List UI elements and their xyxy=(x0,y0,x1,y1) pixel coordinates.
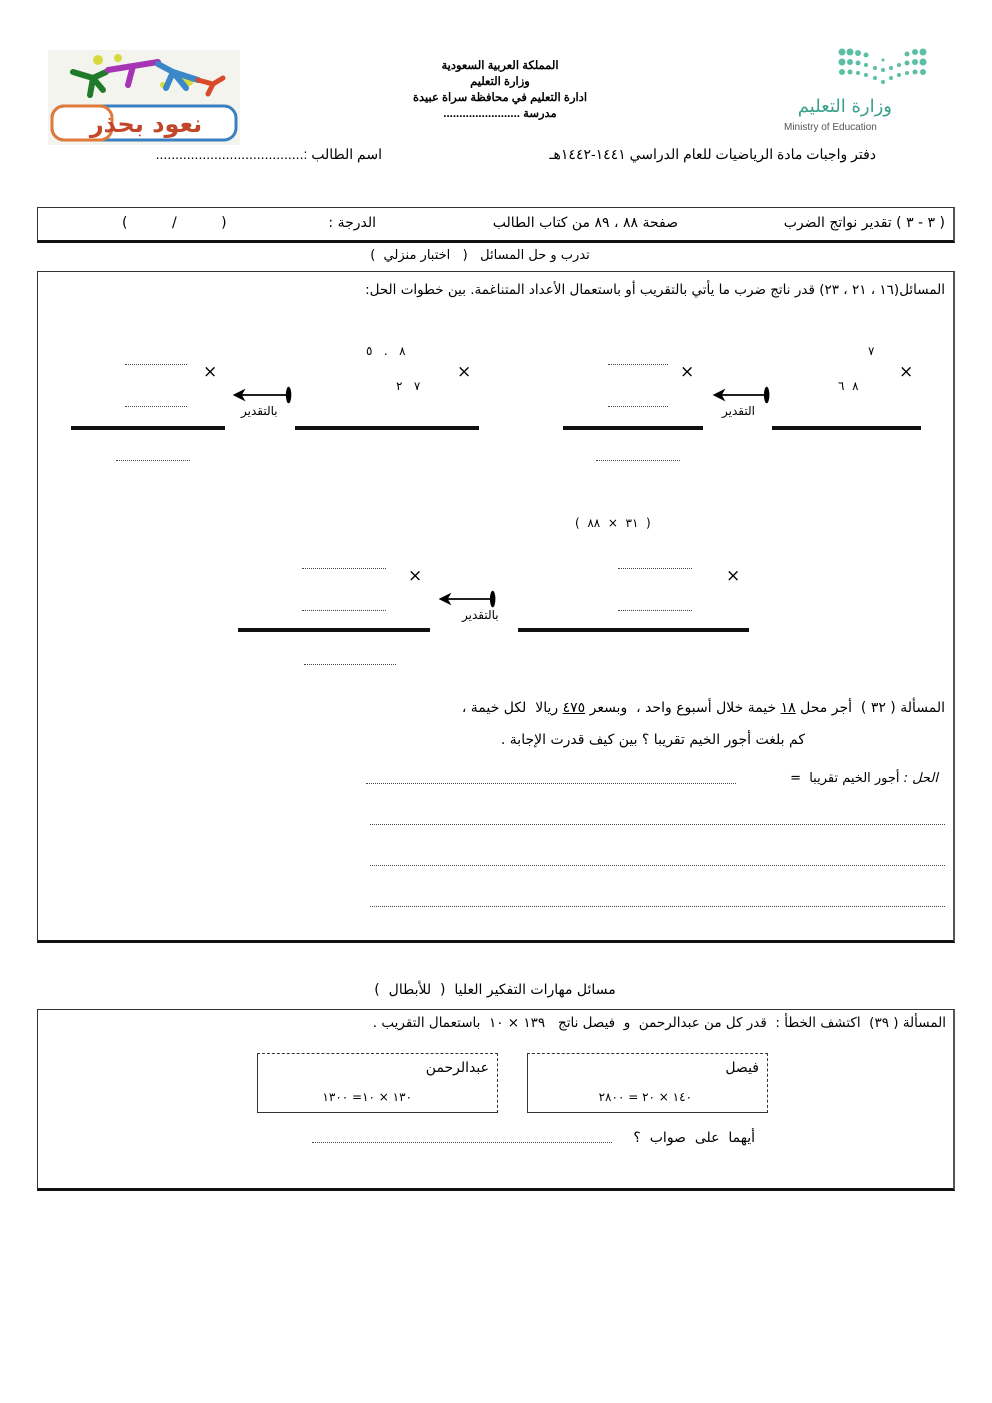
p2-est-answer-blank[interactable] xyxy=(116,460,190,461)
p3-est-multiply-sign: × xyxy=(408,566,423,586)
p2-est-factor2-blank[interactable] xyxy=(125,406,187,407)
p3-est-factor2-blank[interactable] xyxy=(302,610,386,611)
problem-39-question: أيهما على صواب ؟ xyxy=(633,1130,755,1146)
lesson-title: ( ٣ - ٣ ) تقدير نواتج الضرب xyxy=(783,215,945,231)
p3-multiply-sign: × xyxy=(726,566,741,586)
p1-est-factor2-blank[interactable] xyxy=(608,406,668,407)
problem-39-answer-blank[interactable] xyxy=(312,1142,612,1143)
solution-text: أجور الخيم تقريبا = xyxy=(790,771,904,786)
student-name-dots: ...................................... xyxy=(155,146,304,162)
grade-label: الدرجة : xyxy=(328,215,376,231)
faisal-name: فيصل xyxy=(725,1060,759,1076)
solution-line-2[interactable] xyxy=(370,865,945,866)
p2-bottom-number: ٧ ٢ xyxy=(396,379,421,393)
problem-32-question: كم بلغت أجور الخيم تقريبا ؟ بين كيف قدرت الإجابة . xyxy=(500,732,805,748)
p3-arrow-label: بالتقدير xyxy=(462,608,499,622)
p2-est-multiply-sign: × xyxy=(203,362,218,382)
problem-39-statement: المسألة ( ٣٩) اكتشف الخطأ : قدر كل من عبدالرحمن و فيصل ناتج ١٣٩ × ١٠ باستعمال التقريب . xyxy=(372,1015,946,1031)
p1-result-line xyxy=(772,426,921,430)
p3-result-line xyxy=(518,628,749,632)
p1-est-answer-blank[interactable] xyxy=(596,460,680,461)
problems-instruction: المسائل(١٦ ، ٢١ ، ٢٣) قدر ناتج ضرب ما يأتي بالتقريب أو باستعمال الأعداد المتناغمة. بين خطوات الحل: xyxy=(365,282,945,298)
student-name-label: اسم الطالب : xyxy=(303,146,382,162)
p2-est-result-line xyxy=(71,426,225,430)
ministry-logo xyxy=(780,44,930,139)
problem-32-statement xyxy=(330,700,945,716)
p2-top-number: ٨ . ٥ xyxy=(366,344,406,358)
lesson-title-box xyxy=(37,207,955,243)
campaign-logo-text: نعود بحذر xyxy=(89,110,203,138)
p2-arrow-label: بالتقدير xyxy=(241,404,278,418)
ministry-logo-arabic: وزارة التعليم xyxy=(797,96,892,117)
p1-multiply-sign: × xyxy=(899,362,914,382)
grade-value-field[interactable]: ( / ) xyxy=(122,215,227,231)
p1-arrow-label: التقدير xyxy=(722,404,755,418)
problem-32-quantity: ١٨ xyxy=(780,700,796,716)
p1-top-number: ٧ xyxy=(868,344,875,358)
p3-est-result-line xyxy=(238,628,430,632)
problem-32-price: ٤٧٥ xyxy=(562,700,586,716)
p1-estimate-arrow-icon xyxy=(708,384,774,406)
abdulrahman-card xyxy=(257,1053,498,1113)
abdulrahman-work: ١٣٠ × ١٠= ١٣٠٠ xyxy=(322,1090,412,1104)
school-name: مدرسة ........................ xyxy=(443,108,557,120)
directorate-name: ادارة التعليم في محافظة سراة عبيدة xyxy=(412,92,588,104)
p3-est-answer-blank[interactable] xyxy=(304,664,396,665)
government-header xyxy=(380,58,620,122)
notebook-title: دفتر واجبات مادة الرياضيات للعام الدراسي ١٤٤١-١٤٤٢هـ xyxy=(549,146,876,162)
p2-multiply-sign: × xyxy=(457,362,472,382)
country-name: المملكة العربية السعودية xyxy=(441,60,559,72)
p1-est-multiply-sign: × xyxy=(680,362,695,382)
p2-estimate-arrow-icon xyxy=(228,384,296,406)
solution-answer-blank[interactable] xyxy=(366,783,736,784)
p3-estimate-arrow-icon xyxy=(434,588,500,610)
faisal-card xyxy=(527,1053,768,1113)
student-name-field[interactable] xyxy=(120,146,382,163)
problem-32-text-c: ريالا لكل خيمة ، xyxy=(461,700,563,716)
p3-factor1-blank[interactable] xyxy=(618,568,692,569)
solution-line-3[interactable] xyxy=(370,906,945,907)
p3-expression: ( ٣١ × ٨٨ ) xyxy=(575,516,651,530)
p2-result-line xyxy=(295,426,479,430)
ministry-logo-english: Ministry of Education xyxy=(784,122,877,133)
hots-heading: مسائل مهارات التفكير العليا ( للأبطال ) xyxy=(374,982,616,998)
solution-label: الحل : xyxy=(903,771,938,786)
ministry-dots-icon xyxy=(780,44,930,94)
lesson-pages: صفحة ٨٨ ، ٨٩ من كتاب الطالب xyxy=(492,215,678,231)
practice-heading: تدرب و حل المسائل ( اختبار منزلي ) xyxy=(370,248,590,263)
p2-est-factor1-blank[interactable] xyxy=(125,364,187,365)
problem-32-text-a: المسألة ( ٣٢ ) أجر محل xyxy=(795,700,945,716)
abdulrahman-name: عبدالرحمن xyxy=(425,1060,489,1076)
p1-bottom-number: ٨ ٦ xyxy=(838,379,859,393)
campaign-logo xyxy=(48,50,240,145)
p3-factor2-blank[interactable] xyxy=(618,610,692,611)
problem-32-solution xyxy=(740,771,938,786)
p1-est-factor1-blank[interactable] xyxy=(608,364,668,365)
problem-32-text-b: خيمة خلال أسبوع واحد ، وبسعر xyxy=(585,700,781,716)
p3-est-factor1-blank[interactable] xyxy=(302,568,386,569)
solution-line-1[interactable] xyxy=(370,824,945,825)
faisal-work: ١٤٠ × ٢٠ = ٢٨٠٠ xyxy=(598,1090,692,1104)
p1-est-result-line xyxy=(563,426,703,430)
ministry-name: وزارة التعليم xyxy=(470,76,530,88)
